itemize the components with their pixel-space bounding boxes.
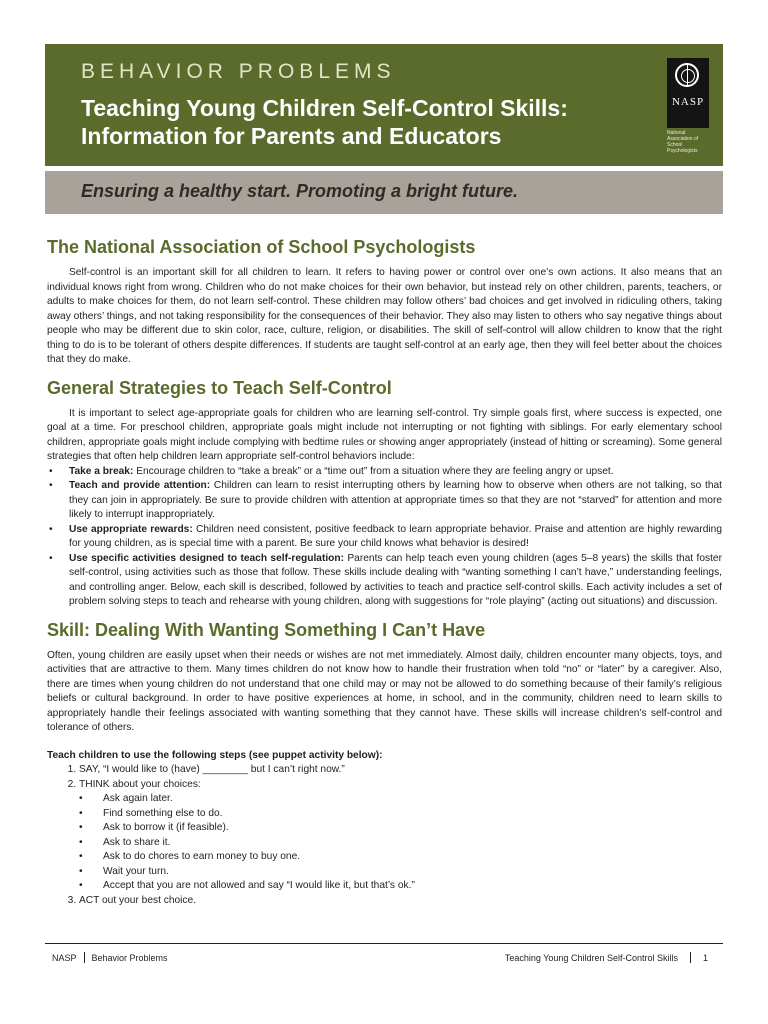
header-banner (45, 44, 723, 166)
logo-acronym: NASP (671, 96, 705, 108)
section-paragraph: Often, young children are easily upset when their needs or wishes are not met immediately. Almost daily, children encounter many objects, toys, and activities that are attractive to them. Many times children do not know how to handle their frustration when told “no” or “later” by a caregiver. Also, there are times when young children do not understand that one child may or may not be allowed to do something because of their family’s religious beliefs or cultural background. In order to have positive experiences at home, in school, and in the community, children need to learn skills to appropriately handle their feelings associated with wanting something that they cannot have. These skills will increase children’s self-control and tolerance of others. (47, 649, 722, 733)
main-content (47, 236, 722, 915)
section-nasp (47, 236, 722, 368)
title-line-1: Teaching Young Children Self-Control Skills: (81, 95, 568, 121)
tagline: Ensuring a healthy start. Promoting a bright future. (81, 181, 519, 201)
choice-item: • Ask to borrow it (if feasible). (103, 821, 722, 836)
strategy-list (47, 465, 722, 610)
section-general-strategies (47, 377, 722, 610)
strategy-text: Parents can help teach even young children (ages 5–8 years) the skills that foster self-control, using activities such as those that follow. These skills include dealing with “wanting something I can’t have,” understanding feelings, and controlling anger. Below, each skill is described, followed by activities to teach and practice self-control skills. Each activity includes a set of problem solving steps to teach and rehearse with young children, along with suggestions for “role playing” (acting out situations) and discussion. (69, 552, 722, 607)
strategy-item (69, 552, 722, 610)
choice-item: • Wait your turn. (103, 865, 722, 880)
steps-list (47, 763, 722, 908)
series-kicker: BEHAVIOR PROBLEMS (81, 60, 396, 83)
strategy-item (69, 523, 722, 552)
choice-item: • Find something else to do. (103, 807, 722, 822)
footer-rule (45, 943, 723, 944)
footer-divider (84, 952, 85, 963)
section-paragraph: Self-control is an important skill for all children to learn. It refers to having power or control over one’s own actions. It also means that an individual knows right from wrong. Children who do not make choices for their own behavior, but instead rely on other children, parents, teachers, or adults to make choices for them, do not learn self-control. These children may follow others’ bad choices and get involved in ridiculing others, taking away others’ things, and not taking responsibility for the consequences of their behavior. They also may listen to others who say negative things about people who may be different due to skin color, race, culture, religion, or disabilities. The skill of self-control will allow children to know that the right thing to do is to be tolerant of others despite differences. If students are taught self-control at an early age, then they will feel better about the choices that they do make. (47, 267, 722, 365)
section-paragraph: It is important to select age-appropriate goals for children who are learning self-control. Try simple goals first, where success is expected, one goal at a time. For preschool children, appropriate goals might include not interrupting or not fighting with siblings. For early elementary school children, appropriate goals might include complying with bedtime rules or showing anger appropriately (instead of hitting or screaming). Some general strategies that often help children learn appropriate self-control behaviors include: (47, 407, 722, 462)
section-heading: Skill: Dealing With Wanting Something I Can’t Have (47, 619, 486, 640)
strategy-lead: Teach and provide attention: (69, 480, 211, 491)
strategy-text: Encourage children to “take a break” or a “time out” from a situation where they are feeling angry or upset. (133, 465, 614, 477)
step-text: THINK about your choices: (79, 778, 201, 790)
nasp-emblem-icon (675, 63, 699, 87)
logo-full-name: National Association of School Psychologists (667, 130, 699, 154)
step-item (79, 778, 722, 894)
page-number: 1 (702, 953, 708, 963)
step-item: 1. SAY, “I would like to (have) ________ but I can’t right now.” (79, 763, 722, 778)
choice-item: • Accept that you are not allowed and say “I would like it, but that’s ok.” (103, 879, 722, 894)
footer-org: NASP (52, 953, 77, 963)
title-line-2: Information for Parents and Educators (81, 123, 502, 149)
section-wanting-something (47, 619, 722, 909)
footer-right (505, 952, 708, 963)
choice-item: • Ask to do chores to earn money to buy one. (103, 850, 722, 865)
footer-doc-title: Teaching Young Children Self-Control Skills (504, 953, 678, 963)
choice-item: • Ask to share it. (103, 836, 722, 851)
step-item: 3. ACT out your best choice. (79, 894, 722, 909)
tagline-bar (45, 171, 723, 214)
section-heading: The National Association of School Psychologists (47, 237, 476, 257)
footer-left (52, 952, 168, 963)
strategy-item (69, 465, 722, 480)
choice-item: • Ask again later. (103, 792, 722, 807)
steps-heading: Teach children to use the following steps (see puppet activity below): (47, 749, 383, 761)
nasp-logo (667, 58, 709, 128)
strategy-lead: Use appropriate rewards: (69, 523, 193, 535)
strategy-text: Children need consistent, positive feedback to learn appropriate behavior. Praise and attention are highly rewarding for young children, as is special time with a parent. Be sure your child knows what behavior is desired! (69, 523, 722, 549)
strategy-lead: Take a break: (69, 465, 134, 477)
strategy-item (69, 479, 722, 523)
footer-series: Behavior Problems (91, 953, 168, 963)
strategy-text: Children can learn to resist interrupting others by learning how to observe when others are not talking, so that they can join in appropriately. Be sure to provide children with attention at appropriate times so that they are not “starved” for attention and more likely to interrupt inappropriately. (69, 480, 722, 520)
section-heading: General Strategies to Teach Self-Control (47, 377, 392, 398)
choices-list (79, 792, 722, 894)
document-title (81, 94, 641, 150)
footer-divider (690, 952, 691, 963)
strategy-lead: Use specific activities designed to teach self-regulation: (69, 552, 345, 564)
